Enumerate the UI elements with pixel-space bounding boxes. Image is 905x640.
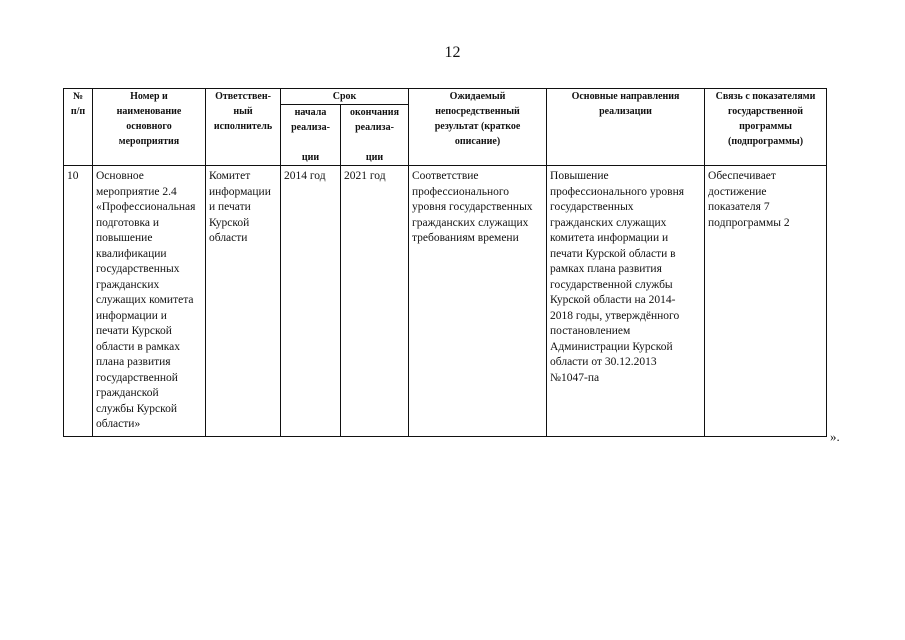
header-indicators: Связь с показателями государственной программы (подпрограммы) bbox=[705, 89, 827, 166]
header-directions: Основные направления реализации bbox=[547, 89, 705, 166]
cell-term-end: 2021 год bbox=[341, 166, 409, 437]
cell-indicators: Обеспечивает достижение показателя 7 подпрограммы 2 bbox=[705, 166, 827, 437]
header-term-end: окончания реализа- ции bbox=[341, 105, 409, 166]
cell-term-start: 2014 год bbox=[281, 166, 341, 437]
header-activity-name: Номер и наименование основного мероприятия bbox=[93, 89, 206, 166]
cell-executor: Комитет информации и печати Курской области bbox=[206, 166, 281, 437]
header-term: Срок bbox=[281, 89, 409, 105]
cell-activity-name: Основное мероприятие 2.4 «Профессиональная подготовка и повышение квалификации государственных гражданских служащих комитета информации и печати Курской области в рамках плана развития государственной гражданской службы Курской области» bbox=[93, 166, 206, 437]
header-term-start: начала реализа- ции bbox=[281, 105, 341, 166]
cell-expected-result: Соответствие профессионального уровня государственных гражданских служащих требованиям времени bbox=[409, 166, 547, 437]
page-number: 12 bbox=[444, 44, 461, 61]
header-executor: Ответствен- ный исполнитель bbox=[206, 89, 281, 166]
cell-num: 10 bbox=[64, 166, 93, 437]
table-row bbox=[64, 166, 827, 437]
closing-mark: ». bbox=[830, 429, 840, 444]
header-expected-result: Ожидаемый непосредственный результат (краткое описание) bbox=[409, 89, 547, 166]
header-num: № п/п bbox=[64, 89, 93, 166]
activities-table bbox=[63, 88, 827, 437]
cell-directions: Повышение профессионального уровня государственных гражданских служащих комитета информации и печати Курской области в рамках плана развития государственной службы Курской области на 2014- 2018 годы, утверждённого постановлением Администрации Курской области от 30.12.2013 №1047-па bbox=[547, 166, 705, 437]
header-row bbox=[64, 89, 827, 105]
